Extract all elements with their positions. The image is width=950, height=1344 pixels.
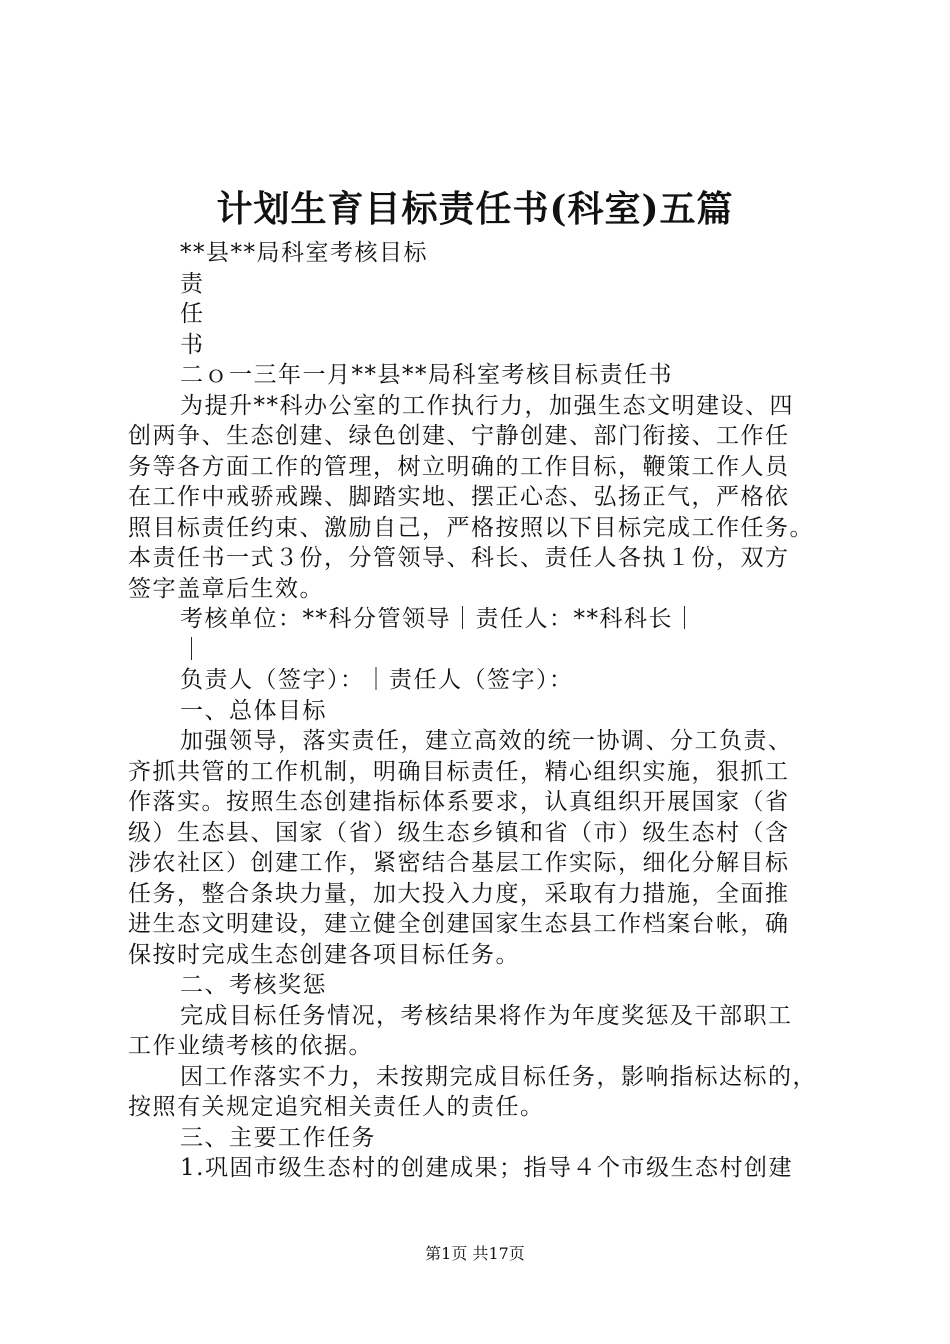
body-line: 因工作落实不力，未按期完成目标任务，影响指标达标的， <box>180 1063 817 1090</box>
body-line: 书 <box>180 331 205 358</box>
section-heading: 一、总体目标 <box>180 697 327 724</box>
body-line: 签字盖章后生效。 <box>128 575 324 602</box>
body-line: 作落实。按照生态创建指标体系要求，认真组织开展国家（省 <box>128 789 790 815</box>
body-line: 任务，整合条块力量，加大投入力度，采取有力措施，全面推 <box>128 880 790 907</box>
document-title: 计划生育目标责任书(科室)五篇 <box>216 188 734 230</box>
body-line: 任 <box>180 301 205 327</box>
body-line: 责 <box>180 270 205 297</box>
body-line: 创两争、生态创建、绿色创建、宁静创建、部门衔接、工作任 <box>128 423 790 449</box>
body-line: 为提升**科办公室的工作执行力，加强生态文明建设、四 <box>180 392 794 419</box>
body-line: ｜ <box>180 636 205 663</box>
body-line: 级）生态县、国家（省）级生态乡镇和省（市）级生态村（含 <box>128 819 790 846</box>
body-line: 加强领导，落实责任，建立高效的统一协调、分工负责、 <box>180 728 793 754</box>
body-line: 涉农社区）创建工作，紧密结合基层工作实际，细化分解目标 <box>128 850 790 876</box>
section-heading: 二、考核奖惩 <box>180 972 327 998</box>
body-line: 完成目标任务情况，考核结果将作为年度奖惩及干部职工 <box>180 1002 793 1029</box>
body-line: 负责人（签字）：｜责任人（签字）： <box>180 667 574 693</box>
body-line: 保按时完成生态创建各项目标任务。 <box>128 941 520 968</box>
body-line: 考核单位：**科分管领导｜责任人：**科科长｜ <box>180 606 698 632</box>
body-line: 务等各方面工作的管理，树立明确的工作目标，鞭策工作人员 <box>128 453 790 480</box>
body-line: 工作业绩考核的依据。 <box>128 1033 373 1059</box>
document-body <box>128 238 833 1184</box>
body-line: 进生态文明建设，建立健全创建国家生态县工作档案台帐，确 <box>128 911 790 937</box>
body-line: 按照有关规定追究相关责任人的责任。 <box>128 1094 545 1120</box>
section-heading: 三、主要工作任务 <box>180 1124 376 1151</box>
body-line: 二ｏ一三年一月**县**局科室考核目标责任书 <box>180 362 673 388</box>
body-line: 照目标责任约束、激励自己，严格按照以下目标完成工作任务。 <box>128 514 814 541</box>
body-line: 齐抓共管的工作机制，明确目标责任，精心组织实施，狠抓工 <box>128 758 790 785</box>
body-line: 1.巩固市级生态村的创建成果；指导４个市级生态村创建 <box>180 1155 793 1181</box>
body-line: **县**局科室考核目标 <box>180 240 428 266</box>
body-line: 在工作中戒骄戒躁、脚踏实地、摆正心态、弘扬正气，严格依 <box>128 484 790 510</box>
body-line: 本责任书一式３份，分管领导、科长、责任人各执１份，双方 <box>128 545 790 571</box>
page-number: 第1页 共17页 <box>425 1244 525 1263</box>
